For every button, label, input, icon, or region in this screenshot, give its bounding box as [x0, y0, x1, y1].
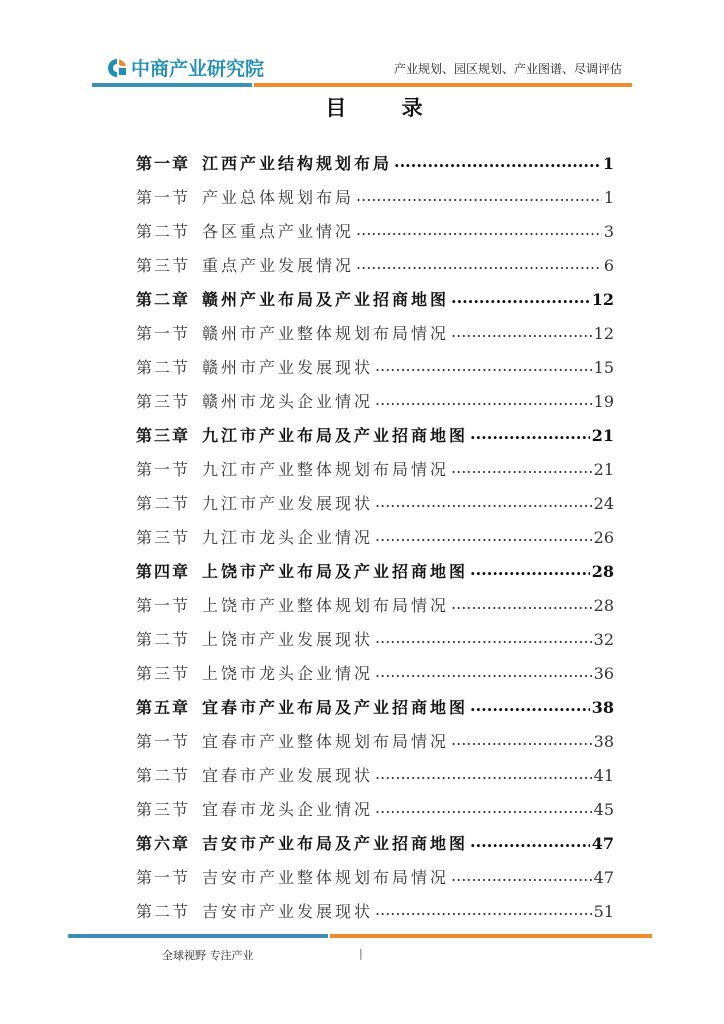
toc-entry-number: 第二节 — [136, 494, 191, 513]
toc-entry-number: 第一节 — [136, 188, 191, 207]
toc-entry-number: 第五章 — [136, 698, 191, 717]
toc-page-number: 12 — [591, 290, 614, 309]
toc-entry-title: 各区重点产业情况 — [202, 222, 355, 241]
footer-slogan: 全球视野 专注产业 — [162, 949, 254, 962]
toc-page-number: 51 — [593, 902, 614, 921]
toc-entry-number: 第三节 — [136, 528, 191, 547]
toc-section-entry[interactable] — [136, 184, 614, 218]
toc-page-number: 1 — [602, 154, 614, 173]
toc-entry-number: 第一节 — [136, 324, 191, 343]
toc-section-entry[interactable] — [136, 796, 614, 830]
toc-entry-title: 吉安市产业整体规划布局情况 — [202, 868, 450, 887]
toc-page-number: 45 — [593, 800, 614, 819]
toc-page-number: 3 — [603, 222, 614, 241]
toc-page-number: 47 — [593, 868, 614, 887]
toc-section-entry[interactable] — [136, 354, 614, 388]
toc-page-number: 38 — [593, 732, 614, 751]
toc-page-number: 32 — [593, 630, 614, 649]
toc-leader-dots — [375, 794, 592, 822]
toc-leader-dots — [375, 658, 592, 686]
toc-chapter-entry[interactable] — [136, 558, 614, 592]
toc-leader-dots — [375, 488, 592, 516]
toc-entry-title: 赣州产业布局及产业招商地图 — [202, 290, 450, 309]
toc-entry-title: 宜春市产业布局及产业招商地图 — [202, 698, 469, 717]
toc-page-number: 15 — [593, 358, 614, 377]
toc-leader-dots — [470, 420, 590, 448]
toc-chapter-entry[interactable] — [136, 286, 614, 320]
toc-chapter-entry[interactable] — [136, 830, 614, 864]
toc-entry-title: 九江市产业整体规划布局情况 — [202, 460, 450, 479]
toc-leader-dots — [375, 760, 592, 788]
toc-leader-dots — [451, 862, 592, 890]
header-divider-orange — [254, 83, 632, 87]
toc-entry-title: 赣州市龙头企业情况 — [202, 392, 374, 411]
toc-entry-number: 第三节 — [136, 800, 191, 819]
toc-leader-dots — [356, 250, 602, 278]
toc-leader-dots — [470, 828, 590, 856]
toc-entry-title: 上饶市产业布局及产业招商地图 — [202, 562, 469, 581]
toc-entry-number: 第三章 — [136, 426, 191, 445]
toc-page-number: 41 — [593, 766, 614, 785]
toc-leader-dots — [394, 148, 601, 176]
toc-section-entry[interactable] — [136, 252, 614, 286]
toc-entry-number: 第二章 — [136, 290, 191, 309]
toc-entry-number: 第二节 — [136, 630, 191, 649]
toc-section-entry[interactable] — [136, 626, 614, 660]
toc-entry-number: 第三节 — [136, 664, 191, 683]
toc-section-entry[interactable] — [136, 320, 614, 354]
toc-page-number: 19 — [593, 392, 614, 411]
toc-section-entry[interactable] — [136, 490, 614, 524]
toc-entry-title: 上饶市产业整体规划布局情况 — [202, 596, 450, 615]
toc-page-number: 28 — [593, 596, 614, 615]
toc-entry-number: 第二节 — [136, 358, 191, 377]
table-of-contents — [136, 150, 614, 932]
toc-page-number: 6 — [603, 256, 614, 275]
toc-page-number: 21 — [593, 460, 614, 479]
toc-entry-number: 第一节 — [136, 732, 191, 751]
toc-leader-dots — [451, 318, 592, 346]
toc-section-entry[interactable] — [136, 592, 614, 626]
toc-entry-number: 第一节 — [136, 460, 191, 479]
toc-entry-number: 第一章 — [136, 154, 191, 173]
toc-chapter-entry[interactable] — [136, 422, 614, 456]
toc-page-number: 26 — [593, 528, 614, 547]
footer-divider-blue — [68, 934, 328, 938]
toc-entry-title: 重点产业发展情况 — [202, 256, 355, 275]
toc-entry-title: 赣州市产业整体规划布局情况 — [202, 324, 450, 343]
toc-section-entry[interactable] — [136, 218, 614, 252]
toc-entry-title: 九江市产业布局及产业招商地图 — [202, 426, 469, 445]
toc-entry-title: 上饶市产业发展现状 — [202, 630, 374, 649]
toc-entry-number: 第一节 — [136, 868, 191, 887]
toc-page-number: 28 — [591, 562, 614, 581]
toc-entry-number: 第二节 — [136, 222, 191, 241]
toc-entry-title: 宜春市产业发展现状 — [202, 766, 374, 785]
toc-page-number: 12 — [593, 324, 614, 343]
toc-entry-title: 宜春市龙头企业情况 — [202, 800, 374, 819]
toc-page-number: 47 — [591, 834, 614, 853]
toc-section-entry[interactable] — [136, 660, 614, 694]
toc-page-number: 36 — [593, 664, 614, 683]
toc-entry-title: 产业总体规划布局 — [202, 188, 355, 207]
toc-section-entry[interactable] — [136, 762, 614, 796]
toc-entry-number: 第六章 — [136, 834, 191, 853]
toc-chapter-entry[interactable] — [136, 150, 614, 184]
toc-entry-title: 吉安市产业布局及产业招商地图 — [202, 834, 469, 853]
header-divider-blue — [92, 83, 252, 87]
toc-leader-dots — [375, 624, 592, 652]
toc-entry-title: 宜春市产业整体规划布局情况 — [202, 732, 450, 751]
toc-leader-dots — [375, 352, 592, 380]
toc-entry-title: 上饶市龙头企业情况 — [202, 664, 374, 683]
toc-section-entry[interactable] — [136, 728, 614, 762]
toc-section-entry[interactable] — [136, 864, 614, 898]
toc-leader-dots — [375, 896, 592, 924]
toc-leader-dots — [356, 182, 602, 210]
toc-chapter-entry[interactable] — [136, 694, 614, 728]
toc-entry-number: 第二节 — [136, 902, 191, 921]
toc-section-entry[interactable] — [136, 524, 614, 558]
footer-separator: | — [359, 947, 363, 960]
page-header — [92, 50, 632, 90]
header-tagline: 产业规划、园区规划、产业图谱、尽调评估 — [393, 62, 622, 76]
toc-title: 目 录 — [325, 96, 447, 120]
toc-section-entry[interactable] — [136, 456, 614, 490]
toc-leader-dots — [470, 556, 590, 584]
toc-entry-title: 九江市龙头企业情况 — [202, 528, 374, 547]
toc-leader-dots — [451, 590, 592, 618]
toc-entry-title: 九江市产业发展现状 — [202, 494, 374, 513]
toc-page-number: 24 — [593, 494, 614, 513]
toc-leader-dots — [451, 726, 592, 754]
logo-text: 中商产业研究院 — [131, 58, 265, 80]
toc-leader-dots — [375, 522, 592, 550]
toc-page-number: 21 — [591, 426, 614, 445]
toc-entry-number: 第一节 — [136, 596, 191, 615]
toc-leader-dots — [451, 284, 590, 312]
toc-entry-title: 赣州市产业发展现状 — [202, 358, 374, 377]
toc-entry-number: 第三节 — [136, 392, 191, 411]
toc-leader-dots — [470, 692, 590, 720]
toc-entry-title: 江西产业结构规划布局 — [202, 154, 393, 173]
toc-entry-number: 第四章 — [136, 562, 191, 581]
toc-entry-number: 第三节 — [136, 256, 191, 275]
toc-page-number: 38 — [591, 698, 614, 717]
toc-section-entry[interactable] — [136, 898, 614, 932]
toc-leader-dots — [375, 386, 592, 414]
toc-page-number: 1 — [603, 188, 614, 207]
logo-mark-icon — [106, 57, 128, 79]
toc-entry-title: 吉安市产业发展现状 — [202, 902, 374, 921]
company-logo — [106, 54, 264, 81]
toc-leader-dots — [451, 454, 592, 482]
toc-entry-number: 第二节 — [136, 766, 191, 785]
toc-leader-dots — [356, 216, 602, 244]
toc-section-entry[interactable] — [136, 388, 614, 422]
footer-divider-orange — [330, 934, 652, 938]
